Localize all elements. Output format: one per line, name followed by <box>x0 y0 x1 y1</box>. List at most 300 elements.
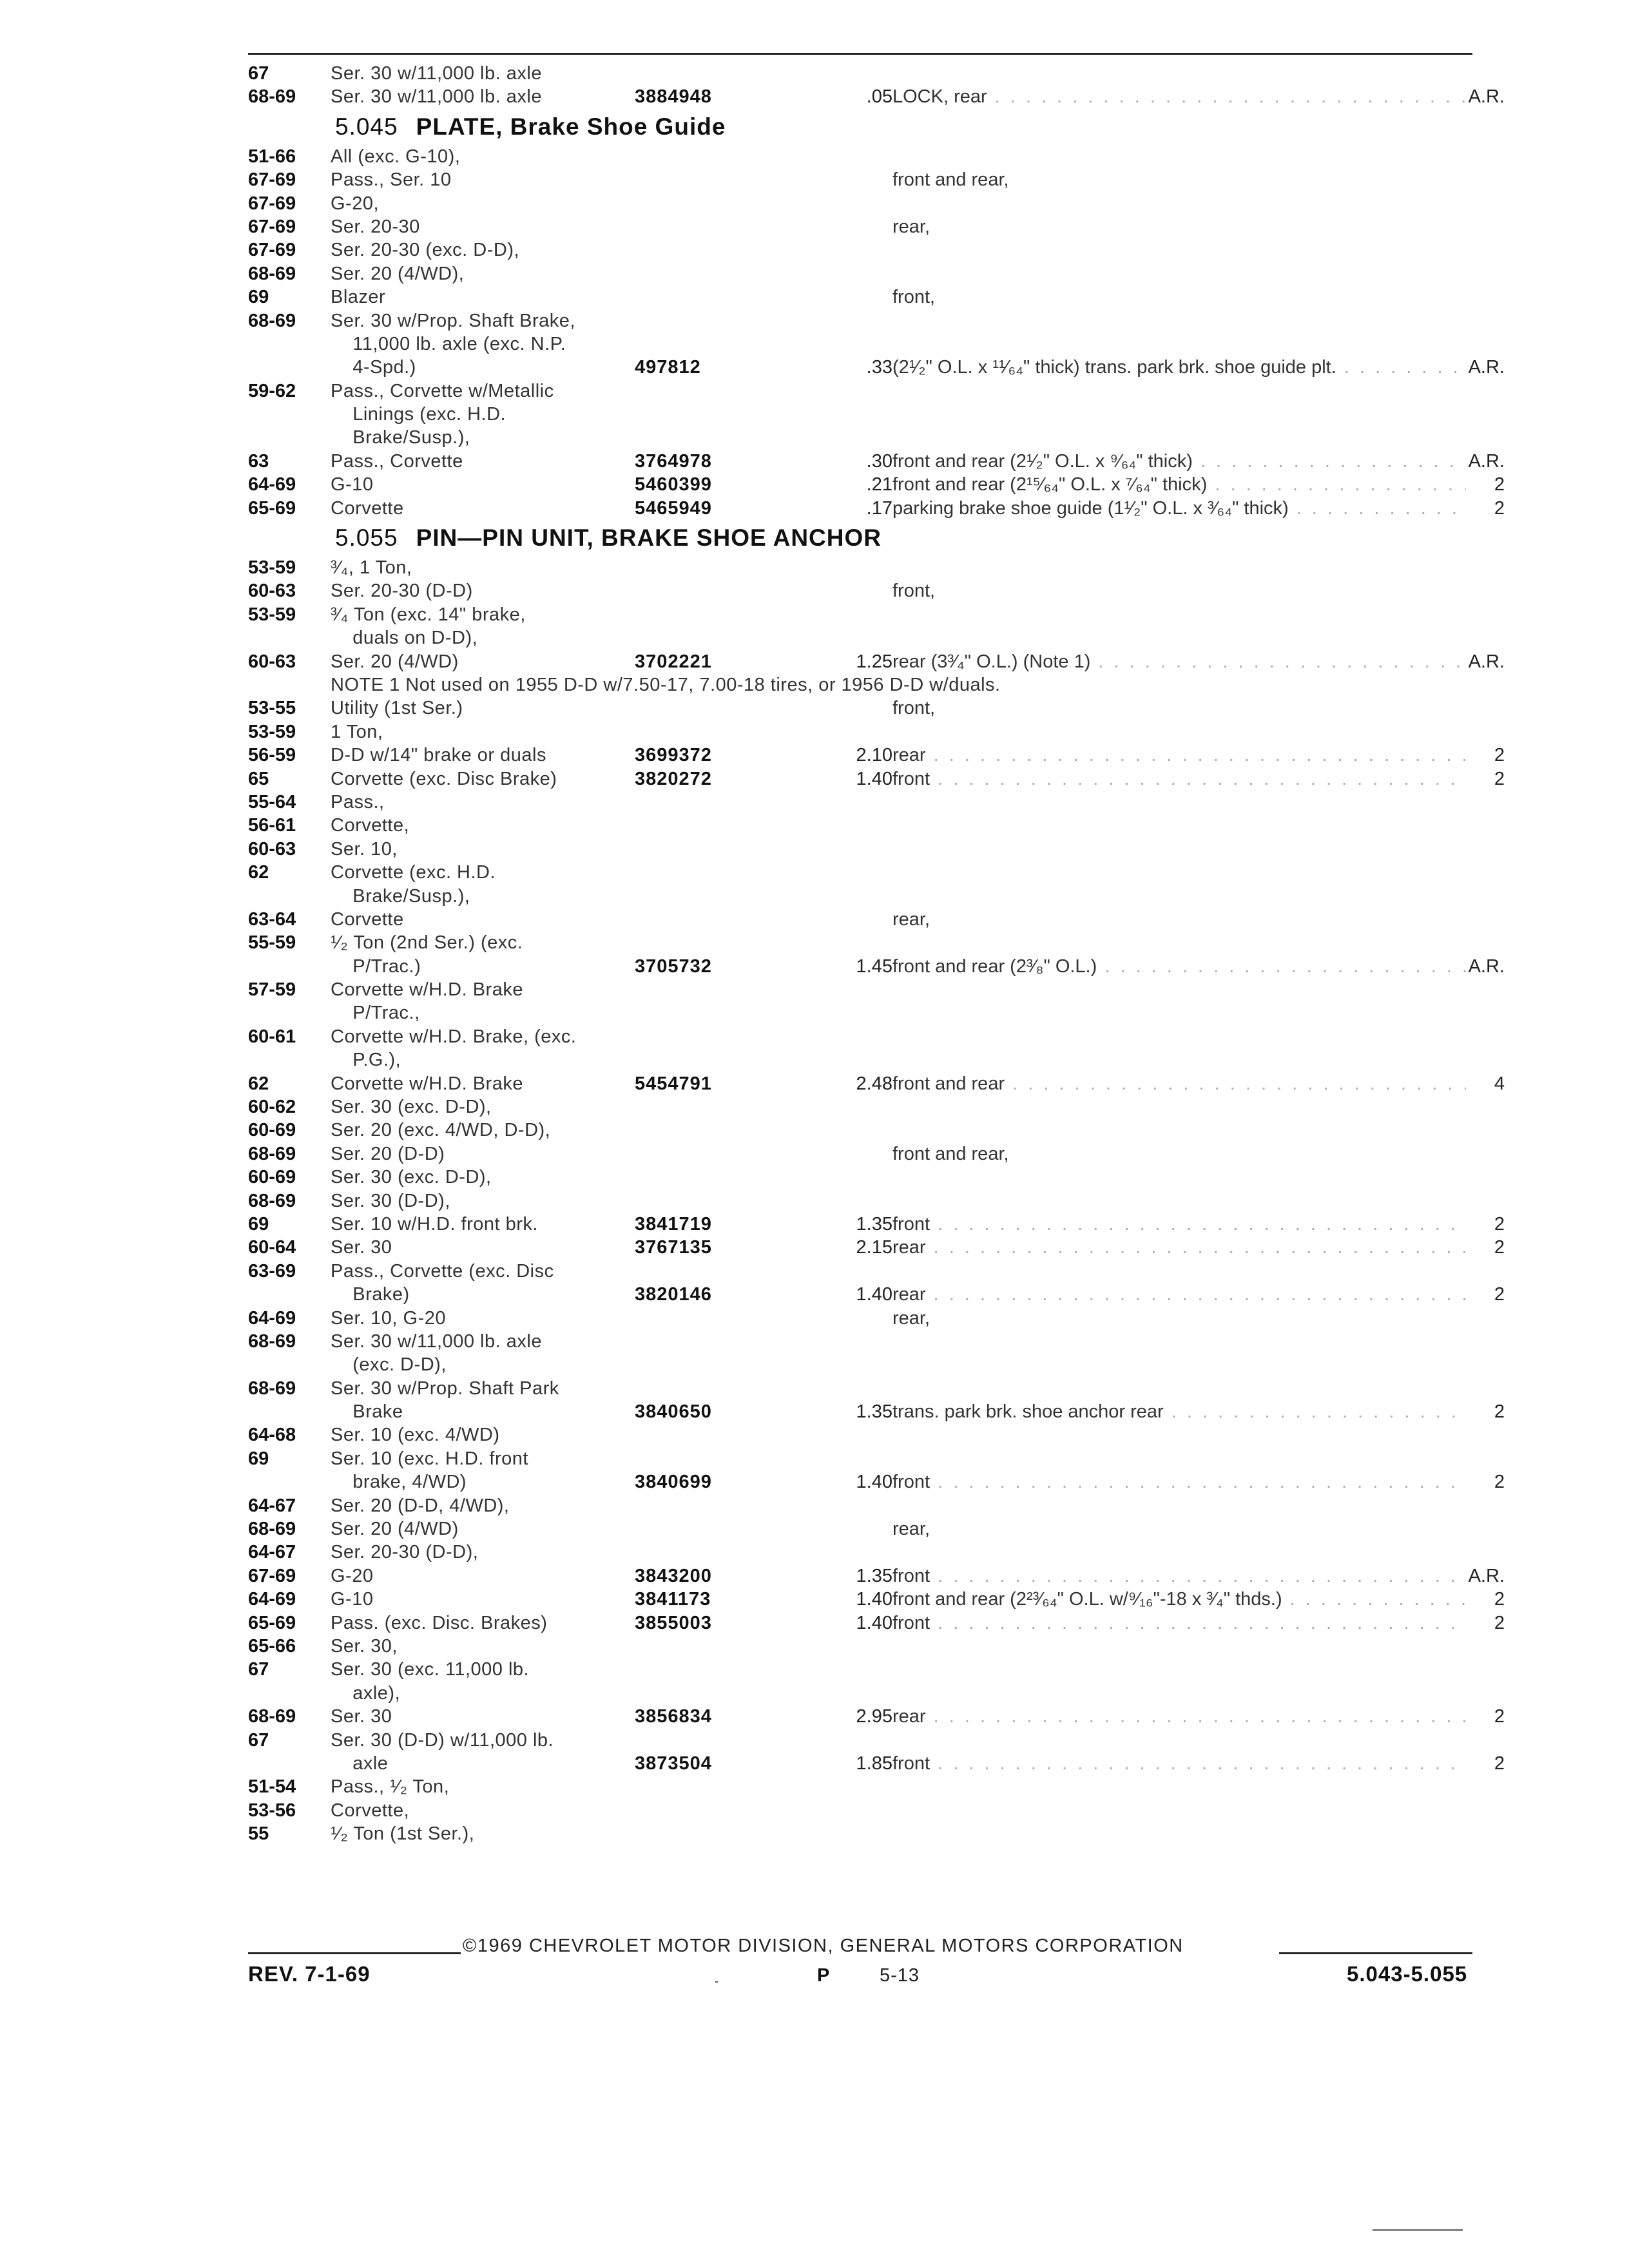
model-years: 65-69 <box>248 497 296 519</box>
parts-row <box>248 380 1505 403</box>
parts-row <box>248 1260 1505 1283</box>
parts-row <box>248 1470 1505 1494</box>
description: rear . . . <box>892 744 1466 767</box>
application: axle <box>331 1753 389 1774</box>
model-years: 68-69 <box>248 1331 296 1352</box>
part-number: 3856834 <box>635 1706 712 1727</box>
model-years: 67-69 <box>248 193 296 214</box>
price: 1.85 <box>856 1753 892 1774</box>
description: LOCK, rear . . . <box>892 85 1466 108</box>
parts-row <box>248 1635 1505 1658</box>
parts-row <box>248 356 1505 379</box>
parts-row <box>248 1517 1505 1541</box>
application: Ser. 30 (exc. D-D), <box>331 1097 492 1118</box>
description: front and rear (2¹⁄₂" O.L. x ⁹⁄₆₄" thick) . . . <box>892 450 1466 473</box>
parts-row <box>248 579 1505 602</box>
quantity: A.R. <box>1468 86 1505 108</box>
section-heading <box>248 520 1505 556</box>
model-years: 60-69 <box>248 1167 296 1188</box>
description: front . . . <box>892 1611 1466 1635</box>
application: Pass., Corvette w/Metallic <box>331 380 554 401</box>
parts-row <box>248 62 1505 85</box>
application: brake, 4/WD) <box>331 1472 467 1493</box>
model-years: 56-59 <box>248 745 296 766</box>
application: Ser. 30 <box>331 1237 392 1258</box>
description: front . . . <box>892 1564 1466 1588</box>
application: Pass., <box>331 791 385 812</box>
parts-row <box>248 1025 1505 1048</box>
description: rear . . . <box>892 1236 1466 1259</box>
model-years: 68-69 <box>248 263 296 284</box>
parts-row <box>248 1541 1505 1564</box>
part-number: 3841719 <box>635 1213 712 1235</box>
part-number: 3820146 <box>635 1284 712 1305</box>
part-number: 5454791 <box>635 1073 712 1094</box>
scan-mark <box>1373 2229 1463 2231</box>
application: 11,000 lb. axle (exc. N.P. <box>331 333 566 354</box>
footer-rule-left <box>248 1952 461 1954</box>
price: .05 <box>866 86 892 108</box>
quantity: A.R. <box>1468 450 1505 472</box>
quantity: 2 <box>1494 1213 1505 1235</box>
description: front and rear (2³⁄₈" O.L.) . . . <box>892 955 1466 978</box>
parts-row <box>248 1377 1505 1400</box>
application: Corvette <box>331 908 404 930</box>
quantity: A.R. <box>1468 651 1505 672</box>
description: rear . . . <box>892 1283 1466 1306</box>
price: 2.48 <box>856 1073 892 1094</box>
part-number: 3702221 <box>635 651 712 672</box>
model-years: 69 <box>248 1448 269 1469</box>
parts-row <box>248 978 1505 1001</box>
parts-row <box>248 1822 1505 1845</box>
application: Ser. 30 (exc. D-D), <box>331 1167 492 1188</box>
model-years: 60-61 <box>248 1026 296 1047</box>
parts-row <box>248 1236 1505 1259</box>
description: front and rear . . . <box>892 1072 1466 1095</box>
price: .33 <box>866 357 892 378</box>
model-years: 67 <box>248 1659 269 1680</box>
part-number: 3840699 <box>635 1472 712 1493</box>
section-number: 5.055 <box>335 524 398 552</box>
application: Ser. 20-30 (D-D) <box>331 581 473 602</box>
application: Brake/Susp.), <box>331 427 470 448</box>
parts-row <box>248 238 1505 262</box>
page-letter: P <box>817 1965 830 1986</box>
parts-row <box>248 332 1505 356</box>
parts-row <box>248 192 1505 215</box>
parts-row <box>248 1048 1505 1072</box>
application: D-D w/14" brake or duals <box>331 745 546 766</box>
application: Ser. 20 (D-D) <box>331 1143 445 1164</box>
model-years: 65 <box>248 768 269 789</box>
application: (exc. D-D), <box>331 1354 447 1376</box>
description: rear, <box>892 1519 930 1540</box>
part-number: 3843200 <box>635 1565 712 1586</box>
parts-row <box>248 1330 1505 1353</box>
parts-row <box>248 955 1505 978</box>
parts-row <box>248 1307 1505 1330</box>
application: Ser. 20 (4/WD) <box>331 1519 459 1540</box>
model-years: 53-56 <box>248 1800 296 1821</box>
application: Ser. 30 w/11,000 lb. axle <box>331 86 542 108</box>
application: Ser. 20-30 (exc. D-D), <box>331 240 520 261</box>
application: P/Trac., <box>331 1003 420 1024</box>
part-number: 3820272 <box>635 768 712 789</box>
application: Ser. 30 w/11,000 lb. axle <box>331 1331 542 1352</box>
parts-row <box>248 215 1505 238</box>
application: G-20 <box>331 1565 374 1586</box>
parts-row <box>248 1705 1505 1728</box>
application: Corvette (exc. Disc Brake) <box>331 768 557 789</box>
price: .21 <box>866 474 892 495</box>
section-range: 5.043-5.055 <box>1347 1962 1468 1986</box>
application: Pass., Corvette <box>331 450 463 472</box>
application: duals on D-D), <box>331 628 478 649</box>
model-years: 55-64 <box>248 791 296 812</box>
application: Ser. 30 (exc. 11,000 lb. <box>331 1659 530 1680</box>
quantity: 2 <box>1494 1589 1505 1610</box>
parts-row <box>248 1400 1505 1423</box>
part-number: 5460399 <box>635 474 712 495</box>
application: Ser. 10 (exc. 4/WD) <box>331 1425 500 1446</box>
application: Ser. 10, <box>331 838 398 860</box>
application: G-20, <box>331 193 380 214</box>
price: 1.40 <box>856 1612 892 1633</box>
model-years: 68-69 <box>248 1378 296 1399</box>
application: Ser. 30 w/Prop. Shaft Brake, <box>331 310 575 331</box>
parts-row <box>248 473 1505 496</box>
price: 1.35 <box>856 1565 892 1586</box>
parts-row <box>248 1447 1505 1470</box>
price: 2.95 <box>856 1706 892 1727</box>
model-years: 51-54 <box>248 1776 296 1798</box>
application: 4-Spd.) <box>331 357 416 378</box>
model-years: 53-59 <box>248 604 296 625</box>
parts-row <box>248 1072 1505 1095</box>
parts-row <box>248 931 1505 954</box>
application: Ser. 10 (exc. H.D. front <box>331 1448 528 1469</box>
part-number: 3699372 <box>635 745 712 766</box>
parts-row <box>248 885 1505 908</box>
description: trans. park brk. shoe anchor rear . . . <box>892 1400 1466 1423</box>
description: rear, <box>892 216 930 237</box>
model-years: 68-69 <box>248 310 296 331</box>
part-number: 3873504 <box>635 1753 712 1774</box>
model-years: 55 <box>248 1823 269 1845</box>
part-number: 3855003 <box>635 1612 712 1633</box>
description: front . . . <box>892 1213 1466 1236</box>
application: ³⁄₄ Ton (exc. 14" brake, <box>331 604 526 625</box>
description: rear, <box>892 1307 930 1329</box>
quantity: 2 <box>1494 1237 1505 1258</box>
application: 1 Ton, <box>331 721 383 742</box>
model-years: 64-68 <box>248 1425 296 1446</box>
part-number: 3840650 <box>635 1401 712 1423</box>
quantity: 4 <box>1494 1073 1505 1094</box>
part-number: 5465949 <box>635 497 712 519</box>
parts-row <box>248 1658 1505 1681</box>
application: Corvette <box>331 497 404 519</box>
model-years: 67-69 <box>248 1565 296 1586</box>
description: front, <box>892 698 936 719</box>
model-years: 67 <box>248 63 269 84</box>
parts-row <box>248 262 1505 285</box>
application: Corvette w/H.D. Brake, (exc. <box>331 1026 577 1047</box>
application: Corvette, <box>331 1800 410 1821</box>
application: Corvette (exc. H.D. <box>331 862 496 883</box>
application: Ser. 20-30 (D-D), <box>331 1542 479 1563</box>
description: rear . . . <box>892 1705 1466 1728</box>
parts-row <box>248 426 1505 449</box>
description: front . . . <box>892 1470 1466 1494</box>
model-years: 69 <box>248 287 269 308</box>
model-years: 68-69 <box>248 1519 296 1540</box>
model-years: 60-64 <box>248 1237 296 1258</box>
application: Corvette w/H.D. Brake <box>331 1073 523 1094</box>
parts-row <box>248 285 1505 309</box>
description: front and rear (2¹⁵⁄₆₄" O.L. x ⁷⁄₆₄" thick) . . . <box>892 473 1466 496</box>
application: Ser. 30 (D-D) w/11,000 lb. <box>331 1729 554 1751</box>
application: All (exc. G-10), <box>331 146 461 167</box>
parts-row <box>248 861 1505 884</box>
part-number: 3841173 <box>635 1589 711 1610</box>
parts-row <box>248 1729 1505 1752</box>
description: rear, <box>892 908 930 930</box>
quantity: 2 <box>1494 1706 1505 1727</box>
quantity: 2 <box>1494 1472 1505 1493</box>
parts-row <box>248 603 1505 626</box>
model-years: 67-69 <box>248 169 296 191</box>
application: Utility (1st Ser.) <box>331 698 463 719</box>
parts-row <box>248 1142 1505 1166</box>
part-number: 497812 <box>635 357 701 378</box>
parts-row <box>248 650 1505 673</box>
model-years: 68-69 <box>248 1706 296 1727</box>
application: G-10 <box>331 1589 374 1610</box>
description: front . . . <box>892 1752 1466 1775</box>
parts-row <box>248 556 1505 579</box>
quantity: 2 <box>1494 1284 1505 1305</box>
price: .17 <box>866 497 892 519</box>
quantity: A.R. <box>1468 956 1505 977</box>
quantity: 2 <box>1494 768 1505 789</box>
model-years: 59-62 <box>248 380 296 401</box>
application: Ser. 10 w/H.D. front brk. <box>331 1213 538 1235</box>
parts-row <box>248 497 1505 520</box>
description: front and rear (2²³⁄₆₄" O.L. w/⁹⁄₁₆"-18 x ³⁄₄" thds.) . . . <box>892 1588 1466 1611</box>
parts-row <box>248 838 1505 861</box>
parts-row <box>248 767 1505 791</box>
section-title: PLATE, Brake Shoe Guide <box>416 113 726 140</box>
footer-rule-right <box>1279 1952 1472 1954</box>
model-years: 60-63 <box>248 581 296 602</box>
parts-row <box>248 1095 1505 1119</box>
model-years: 68-69 <box>248 1143 296 1164</box>
application: Ser. 20 (4/WD), <box>331 263 465 284</box>
application: Linings (exc. H.D. <box>331 404 506 425</box>
revision-date: REV. 7-1-69 <box>248 1962 371 1986</box>
application: Corvette w/H.D. Brake <box>331 979 523 1001</box>
model-years: 60-63 <box>248 651 296 672</box>
description: parking brake shoe guide (1¹⁄₂" O.L. x ³⁄₆₄" thick) . . . <box>892 497 1466 520</box>
model-years: 67-69 <box>248 216 296 237</box>
section-title: PIN—PIN UNIT, BRAKE SHOE ANCHOR <box>416 524 882 552</box>
price: 1.40 <box>856 768 892 789</box>
price: .30 <box>866 450 892 472</box>
parts-row <box>248 1611 1505 1635</box>
application: Blazer <box>331 287 386 308</box>
application: P/Trac.) <box>331 956 421 977</box>
model-years: 53-59 <box>248 557 296 579</box>
application: Brake/Susp.), <box>331 885 470 907</box>
application: Ser. 20-30 <box>331 216 420 237</box>
model-years: 60-63 <box>248 838 296 860</box>
price: 1.25 <box>856 651 892 672</box>
application: ¹⁄₂ Ton (1st Ser.), <box>331 1823 475 1845</box>
parts-row <box>248 145 1505 168</box>
application: Ser. 20 (D-D, 4/WD), <box>331 1495 510 1516</box>
model-years: 64-67 <box>248 1542 296 1563</box>
parts-row <box>248 1752 1505 1775</box>
parts-row <box>248 168 1505 191</box>
model-years: 60-62 <box>248 1097 296 1118</box>
model-years: 53-59 <box>248 721 296 742</box>
model-years: 62 <box>248 1073 269 1094</box>
scan-mark <box>715 1981 718 1983</box>
price: 1.40 <box>856 1472 892 1493</box>
application: Pass. (exc. Disc. Brakes) <box>331 1612 548 1633</box>
parts-row <box>248 85 1505 108</box>
application: G-10 <box>331 474 374 495</box>
description: front and rear, <box>892 169 1009 191</box>
price: 1.45 <box>856 956 892 977</box>
parts-row <box>248 1494 1505 1517</box>
price: 1.35 <box>856 1401 892 1423</box>
part-number: 3884948 <box>635 86 712 108</box>
parts-row <box>248 908 1505 931</box>
application: Ser. 20 (exc. 4/WD, D-D), <box>331 1120 551 1141</box>
price: 1.40 <box>856 1589 892 1610</box>
parts-row <box>248 791 1505 814</box>
parts-row <box>248 1001 1505 1024</box>
model-years: 55-59 <box>248 932 296 954</box>
model-years: 68-69 <box>248 1190 296 1211</box>
application: Ser. 10, G-20 <box>331 1307 446 1329</box>
model-years: 67-69 <box>248 240 296 261</box>
model-years: 57-59 <box>248 979 296 1001</box>
model-years: 64-69 <box>248 474 296 495</box>
model-years: 64-67 <box>248 1495 296 1516</box>
model-years: 64-69 <box>248 1589 296 1610</box>
application: ³⁄₄, 1 Ton, <box>331 557 412 579</box>
model-years: 60-69 <box>248 1120 296 1141</box>
part-number: 3705732 <box>635 956 712 977</box>
application: Pass., Corvette (exc. Disc <box>331 1260 554 1282</box>
section-number: 5.045 <box>335 113 398 140</box>
parts-row <box>248 626 1505 649</box>
quantity: 2 <box>1494 474 1505 495</box>
parts-row <box>248 744 1505 767</box>
parts-row <box>248 1189 1505 1213</box>
parts-row <box>248 720 1505 744</box>
model-years: 53-55 <box>248 698 296 719</box>
application: Corvette, <box>331 815 410 836</box>
application: Pass., ¹⁄₂ Ton, <box>331 1776 450 1798</box>
application: ¹⁄₂ Ton (2nd Ser.) (exc. <box>331 932 523 954</box>
footnote <box>248 673 1505 697</box>
description: front, <box>892 581 936 602</box>
application: Ser. 30 w/11,000 lb. axle <box>331 63 542 84</box>
model-years: 51-66 <box>248 146 296 167</box>
parts-row <box>248 403 1505 426</box>
model-years: 65-69 <box>248 1612 296 1633</box>
model-years: 68-69 <box>248 86 296 108</box>
model-years: 62 <box>248 862 269 883</box>
price: 1.35 <box>856 1213 892 1235</box>
parts-row <box>248 1166 1505 1189</box>
part-number: 3764978 <box>635 450 712 472</box>
parts-row <box>248 1283 1505 1306</box>
top-rule <box>248 53 1472 55</box>
parts-listing <box>248 62 1505 1846</box>
parts-row <box>248 309 1505 332</box>
parts-row <box>248 697 1505 720</box>
parts-row <box>248 1564 1505 1588</box>
parts-row <box>248 450 1505 473</box>
copyright-notice: ©1969 CHEVROLET MOTOR DIVISION, GENERAL MOTORS CORPORATION <box>463 1936 1184 1956</box>
application: Brake) <box>331 1284 410 1305</box>
application: Brake <box>331 1401 403 1423</box>
parts-row <box>248 1588 1505 1611</box>
section-heading <box>248 109 1505 145</box>
model-years: 56-61 <box>248 815 296 836</box>
model-years: 65-66 <box>248 1636 296 1657</box>
quantity: 2 <box>1494 1401 1505 1423</box>
model-years: 63-69 <box>248 1260 296 1282</box>
model-years: 63 <box>248 450 269 472</box>
parts-row <box>248 1423 1505 1446</box>
description: front, <box>892 287 936 308</box>
parts-row <box>248 814 1505 837</box>
model-years: 67 <box>248 1729 269 1751</box>
quantity: 2 <box>1494 497 1505 519</box>
application: Ser. 20 (4/WD) <box>331 651 459 672</box>
page-number: 5-13 <box>880 1965 920 1986</box>
description: front and rear, <box>892 1143 1009 1164</box>
footnote-text: NOTE 1 Not used on 1955 D-D w/7.50-17, 7.00-18 tires, or 1956 D-D w/duals. <box>331 674 1001 695</box>
quantity: 2 <box>1494 1753 1505 1774</box>
parts-row <box>248 1213 1505 1236</box>
quantity: A.R. <box>1468 1565 1505 1586</box>
application: Ser. 30 <box>331 1706 392 1727</box>
model-years: 63-64 <box>248 908 296 930</box>
application: Ser. 30, <box>331 1636 398 1657</box>
application: Ser. 30 w/Prop. Shaft Park <box>331 1378 559 1399</box>
price: 1.40 <box>856 1284 892 1305</box>
parts-row <box>248 1119 1505 1142</box>
description: rear (3³⁄₄" O.L.) (Note 1) . . . <box>892 650 1466 673</box>
application: Pass., Ser. 10 <box>331 169 452 191</box>
model-years: 69 <box>248 1213 269 1235</box>
quantity: 2 <box>1494 1612 1505 1633</box>
parts-row <box>248 1799 1505 1822</box>
application: axle), <box>331 1682 401 1704</box>
description: front . . . <box>892 767 1466 791</box>
description: (2¹⁄₂" O.L. x ¹¹⁄₆₄" thick) trans. park brk. shoe guide plt. . . . <box>892 356 1466 379</box>
parts-row <box>248 1775 1505 1798</box>
price: 2.15 <box>856 1237 892 1258</box>
